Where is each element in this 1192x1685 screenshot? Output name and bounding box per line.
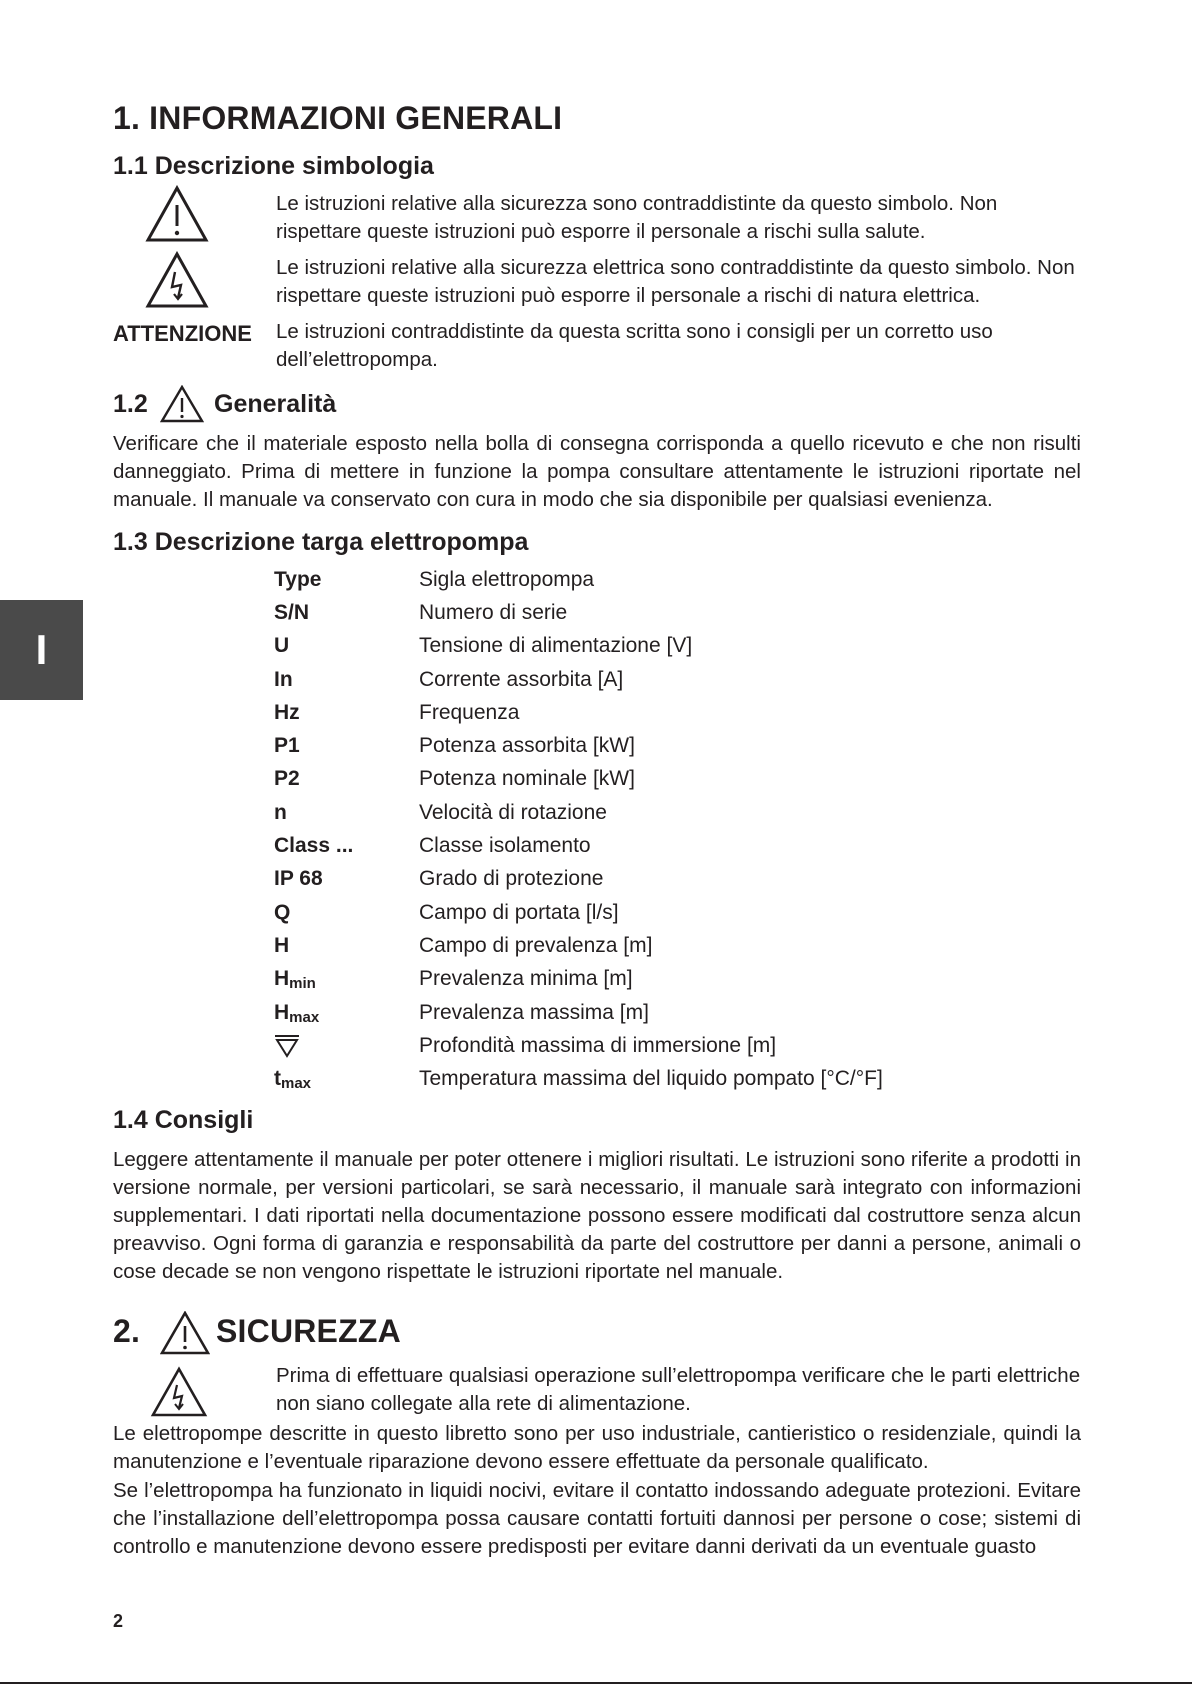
electrical-warning-text: Le istruzioni relative alla sicurezza elettrica sono contraddistinte da questo simbolo. Non rispettare queste istruzioni può esporre il personale a rischi di natura elettrica.	[276, 256, 1075, 307]
general-warning-icon	[160, 1311, 210, 1355]
nameplate-desc: Campo di prevalenza [m]	[419, 933, 653, 957]
section-2-number: 2.	[113, 1313, 141, 1349]
table-row	[274, 996, 883, 1029]
attention-text: Le istruzioni contraddistinte da questa scritta sono i consigli per un corretto uso dell’elettropompa.	[276, 320, 993, 371]
nameplate-key-base: H	[274, 967, 290, 991]
table-row	[274, 1029, 883, 1062]
nameplate-key: H	[274, 933, 290, 957]
nameplate-desc: Numero di serie	[419, 600, 568, 624]
section-2-paragraph-2: Se l’elettropompa ha funzionato in liquidi nocivi, evitare il contatto indossando adeguate protezioni. Evitare che l’installazione dell’elettropompa possa causare contatti fortuiti dannosi per persone o cose; sistemi di controllo e manutenzione devono essere predisposti per evitare danni derivati da un eventuale guasto	[113, 1479, 1081, 1558]
nameplate-desc: Classe isolamento	[419, 834, 591, 858]
table-row	[274, 829, 883, 862]
table-row	[274, 896, 883, 929]
table-row	[274, 563, 883, 596]
section-1-4-text: Leggere attentamente il manuale per poter ottenere i migliori risultati. Le istruzioni sono riferite a prodotti in versione normale, per versioni particolari, se sarà necessario, il manuale sarà integrato con informazioni supplementari. I dati riportati nella documentazione possono essere modificati dal costruttore senza alcun preavviso. Ogni forma di garanzia e responsabilità da parte del costruttore per danni a persone, animali o cose decade se non vengono rispettate le istruzioni riportate nel manuale.	[113, 1148, 1081, 1283]
nameplate-key: Q	[274, 900, 291, 924]
table-row	[274, 630, 883, 663]
nameplate-key: IP 68	[274, 867, 323, 891]
general-warning-icon	[160, 385, 204, 423]
electrical-warning-icon	[145, 251, 209, 309]
nameplate-table	[274, 563, 883, 1096]
nameplate-desc: Tensione di alimentazione [V]	[419, 634, 693, 658]
nameplate-key-base: t	[274, 1067, 281, 1091]
nameplate-key	[274, 1001, 419, 1025]
section-1-2-title: Generalità	[214, 390, 337, 418]
section-1-2-text: Verificare che il materiale esposto nella bolla di consegna corrisponda a quello ricevuto e che non risulti danneggiato. Prima di mettere in funzione la pompa consultare attentamente le istruzioni riportate nel manuale. Il manuale va conservato con cura in modo che sia disponibile per qualsiasi evenienza.	[113, 432, 1081, 511]
section-1-2-number: 1.2	[113, 390, 148, 418]
nameplate-desc: Prevalenza minima [m]	[419, 967, 633, 991]
nameplate-desc: Prevalenza massima [m]	[419, 1000, 649, 1024]
attention-label: ATTENZIONE	[113, 321, 252, 346]
table-row	[274, 663, 883, 696]
nameplate-key: Hz	[274, 700, 300, 724]
immersion-depth-icon	[274, 1034, 300, 1058]
nameplate-key-base: H	[274, 1000, 290, 1024]
section-2-paragraph-1: Le elettropompe descritte in questo libretto sono per uso industriale, cantieristico o residenziale, quindi la manutenzione e l’eventuale riparazione devono essere effettuate da personale qualificato.	[113, 1422, 1081, 1473]
table-row	[274, 763, 883, 796]
table-row	[274, 596, 883, 629]
nameplate-key: U	[274, 634, 290, 658]
table-row	[274, 796, 883, 829]
nameplate-key: P1	[274, 734, 300, 758]
nameplate-key: S/N	[274, 600, 310, 624]
nameplate-desc: Corrente assorbita [A]	[419, 667, 624, 691]
section-1-1-title: 1.1 Descrizione simbologia	[113, 152, 434, 180]
page-number: 2	[113, 1611, 124, 1631]
footer-divider	[0, 1682, 1192, 1684]
nameplate-desc: Campo di portata [l/s]	[419, 900, 619, 924]
nameplate-desc: Velocità di rotazione	[419, 800, 607, 824]
nameplate-desc: Sigla elettropompa	[419, 567, 595, 591]
nameplate-key: n	[274, 800, 287, 824]
nameplate-key	[274, 1031, 419, 1061]
general-warning-text: Le istruzioni relative alla sicurezza sono contraddistinte da questo simbolo. Non rispettare queste istruzioni può esporre il personale a rischi sulla salute.	[276, 192, 998, 243]
nameplate-desc: Frequenza	[419, 700, 520, 724]
section-2-intro-text: Prima di effettuare qualsiasi operazione sull’elettropompa verificare che le parti elettriche non siano collegate alla rete di alimentazione.	[276, 1364, 1081, 1415]
section-1-3-title: 1.3 Descrizione targa elettropompa	[113, 528, 529, 556]
table-row	[274, 729, 883, 762]
section-1-title: 1. INFORMAZIONI GENERALI	[113, 100, 563, 136]
section-2-title: SICUREZZA	[216, 1313, 401, 1349]
nameplate-key	[274, 967, 419, 991]
table-row	[274, 696, 883, 729]
electrical-warning-icon	[150, 1366, 208, 1418]
nameplate-desc: Temperatura massima del liquido pompato [°C/°F]	[419, 1067, 883, 1091]
nameplate-key-subscript: max	[281, 1075, 312, 1093]
table-row	[274, 863, 883, 896]
general-warning-icon	[145, 185, 209, 243]
nameplate-desc: Grado di protezione	[419, 867, 604, 891]
nameplate-key-subscript: max	[289, 1008, 320, 1026]
nameplate-key: P2	[274, 767, 300, 791]
language-side-tab: I	[0, 600, 83, 700]
nameplate-desc: Potenza assorbita [kW]	[419, 734, 635, 758]
nameplate-key: In	[274, 667, 293, 691]
nameplate-key	[274, 1067, 419, 1091]
table-row	[274, 929, 883, 962]
table-row	[274, 1062, 883, 1095]
nameplate-key-subscript: min	[289, 975, 316, 993]
nameplate-desc: Profondità massima di immersione [m]	[419, 1033, 777, 1057]
section-1-4-title: 1.4 Consigli	[113, 1106, 254, 1134]
nameplate-desc: Potenza nominale [kW]	[419, 767, 635, 791]
nameplate-key: Class ...	[274, 834, 354, 858]
table-row	[274, 963, 883, 996]
nameplate-key: Type	[274, 567, 322, 591]
